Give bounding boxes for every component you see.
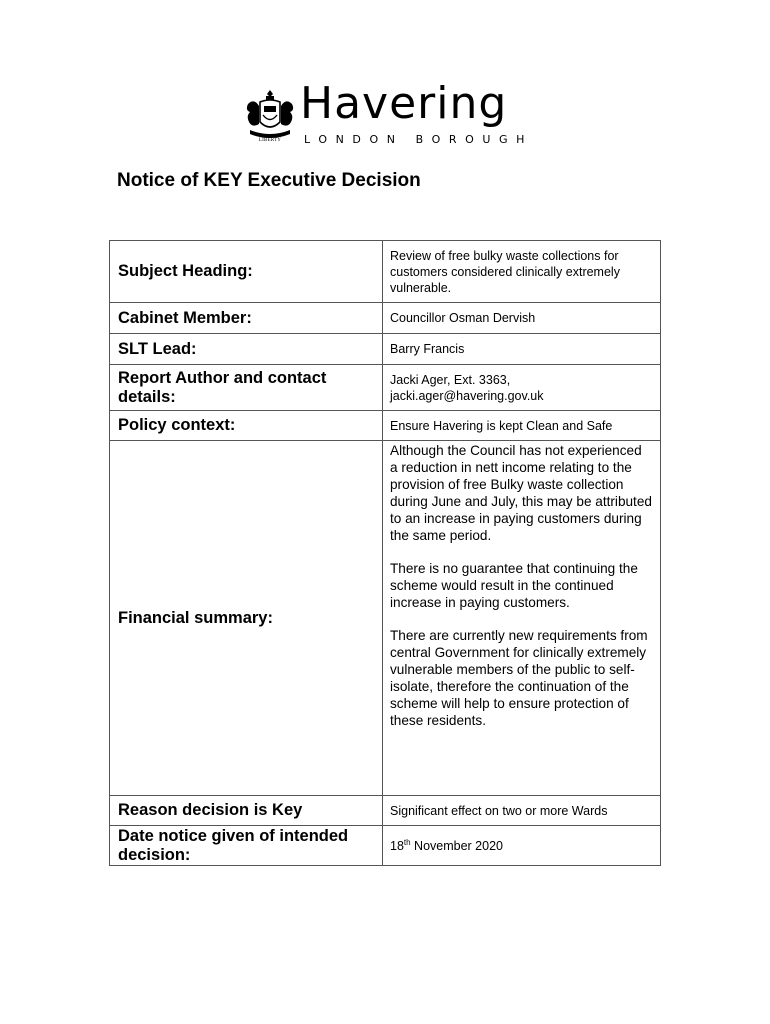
table-row <box>110 365 661 411</box>
row-value-reason-key: Significant effect on two or more Wards <box>383 796 661 826</box>
table-row <box>110 796 661 826</box>
org-subtitle: LONDON BOROUGH <box>304 133 534 146</box>
date-suffix: th <box>403 837 411 847</box>
financial-paragraph: Although the Council has not experienced a reduction in nett income relating to the provision of free Bulky waste collection during June and July, this may be attributed to an increase in paying customers during the same period. <box>390 443 652 543</box>
row-value-date-notice <box>383 826 661 866</box>
row-value-slt-lead: Barry Francis <box>383 334 661 365</box>
havering-logo <box>244 78 534 150</box>
row-value-financial-summary <box>383 441 661 796</box>
financial-paragraph: There are currently new requirements from central Government for clinically extremely vulnerable members of the public to self-isolate, therefore the continuation of the scheme will help to ensure protection of these residents. <box>390 628 648 728</box>
row-label-cabinet-member: Cabinet Member: <box>110 303 383 334</box>
table-row <box>110 826 661 866</box>
decision-table <box>109 240 661 866</box>
financial-paragraph: There is no guarantee that continuing the scheme would result in the continued increase in paying customers. <box>390 561 638 610</box>
row-value-subject: Review of free bulky waste collections for customers considered clinically extremely vulnerable. <box>383 241 661 303</box>
table-row <box>110 241 661 303</box>
table-row <box>110 441 661 796</box>
table-row <box>110 411 661 441</box>
row-value-policy-context: Ensure Havering is kept Clean and Safe <box>383 411 661 441</box>
crest-motto: LIBERTY <box>258 138 282 143</box>
row-label-reason-key: Reason decision is Key <box>110 796 383 826</box>
row-value-cabinet-member: Councillor Osman Dervish <box>383 303 661 334</box>
table-row <box>110 334 661 365</box>
row-label-slt-lead: SLT Lead: <box>110 334 383 365</box>
row-value-report-author: Jacki Ager, Ext. 3363, jacki.ager@havering.gov.uk <box>383 365 661 411</box>
row-label-subject: Subject Heading: <box>110 241 383 303</box>
row-label-date-notice: Date notice given of intended decision: <box>110 826 383 866</box>
date-rest: November 2020 <box>410 838 503 853</box>
row-label-policy-context: Policy context: <box>110 411 383 441</box>
row-label-report-author: Report Author and contact details: <box>110 365 383 411</box>
org-name: Havering <box>300 78 508 129</box>
page-title: Notice of KEY Executive Decision <box>117 170 421 191</box>
date-day: 18 <box>390 838 404 853</box>
row-label-financial-summary: Financial summary: <box>110 441 383 796</box>
table-row <box>110 303 661 334</box>
